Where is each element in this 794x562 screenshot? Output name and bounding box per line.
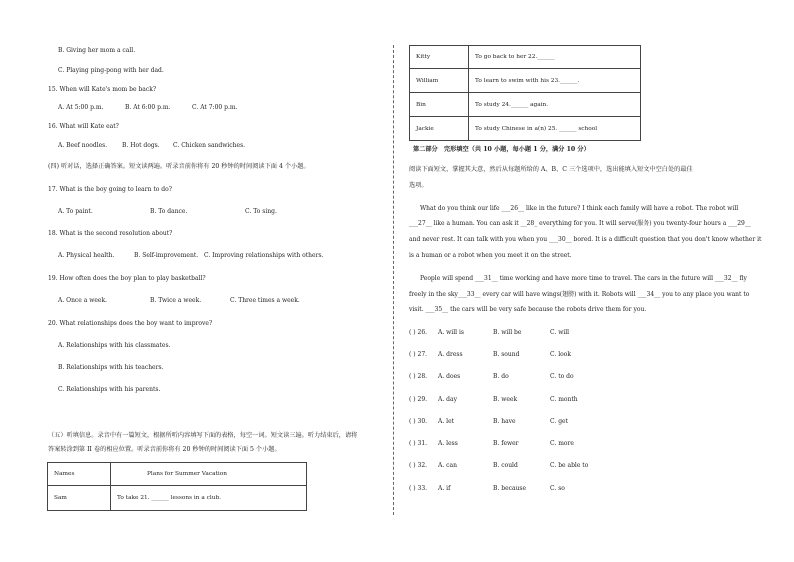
- choice-number: ( ) 28.: [409, 373, 428, 380]
- choice-option-a[interactable]: A. does: [438, 373, 461, 380]
- vacation-plans-table-left: [47, 462, 307, 511]
- q17-option-b: B. To dance.: [150, 208, 188, 215]
- question-16: 16. What will Kate eat?: [48, 123, 119, 130]
- q19-option-b: B. Twice a week.: [150, 297, 202, 304]
- table-cell-plan: To take 21. ______ lessons in a club.: [111, 486, 307, 511]
- choice-option-b[interactable]: B. sound: [493, 351, 520, 358]
- question-19: 19. How often does the boy plan to play basketball?: [48, 275, 206, 282]
- question-18: 18. What is the second resolution about?: [48, 230, 173, 237]
- q16-option-a: A. Beef noodles.: [58, 142, 108, 149]
- choice-option-a[interactable]: A. let: [438, 418, 455, 425]
- section-4-heading: (四) 听对话，选择正确答案。短文读两遍。听录音前你将有 20 秒钟的时间阅读下面 4 个小题。: [48, 163, 310, 170]
- choice-option-c[interactable]: C. be able to: [550, 462, 589, 469]
- instructions-line1: 阅读下面短文，掌握其大意，然后从每题所给的 A、B、C 三个选项中，选出能填入短文中空白处的最佳: [409, 166, 693, 173]
- q15-option-a: A. At 5:00 p.m.: [58, 104, 104, 111]
- question-15: 15. When will Kate's mom be back?: [48, 86, 157, 93]
- q19-option-a: A. Once a week.: [58, 297, 108, 304]
- q16-option-b: B. Hot dogs.: [122, 142, 160, 149]
- passage-line: visit. ___35__ the cars will be very safe because the robots drive them for you.: [409, 306, 647, 313]
- choice-number: ( ) 29.: [409, 396, 428, 403]
- q14-option-c: C. Playing ping-pong with her dad.: [58, 67, 164, 74]
- choice-option-a[interactable]: A. dress: [438, 351, 463, 358]
- choice-option-b[interactable]: B. fewer: [493, 440, 519, 447]
- table-cell-name: Kitty: [410, 46, 469, 69]
- table-cell-plan: To go back to her 22.______: [469, 46, 641, 69]
- choice-number: ( ) 33.: [409, 485, 428, 492]
- column-divider: [393, 45, 394, 515]
- passage-line: freely in the sky___33__ every car will have wings(翅膀) with it. Robots will ___34__ you to any place you want to: [409, 291, 750, 298]
- table-cell-name: Sam: [48, 486, 111, 511]
- table-cell-plan: To study Chinese in a(n) 25. ______ school: [469, 117, 641, 141]
- q20-option-b: B. Relationships with his teachers.: [58, 364, 164, 371]
- choice-number: ( ) 32.: [409, 462, 428, 469]
- choice-option-a[interactable]: A. less: [438, 440, 458, 447]
- q17-option-c: C. To sing.: [245, 208, 277, 215]
- table-header-plans: Plans for Summer Vacation: [111, 463, 307, 486]
- choice-option-b[interactable]: B. could: [493, 462, 518, 469]
- table-cell-name: Jackie: [410, 117, 469, 141]
- choice-option-c[interactable]: C. get: [550, 418, 568, 425]
- choice-number: ( ) 26.: [409, 329, 428, 336]
- q18-option-b: B. Self-improvement.: [134, 252, 199, 259]
- part-2-title: 第二部分 完形填空（共 10 小题，每小题 1 分，满分 10 分）: [413, 146, 590, 153]
- passage-line: and never rest. It can talk with you when you ___30__ bored. It is a difficult question that you don't know whether it: [409, 236, 762, 243]
- q16-option-c: C. Chicken sandwiches.: [173, 142, 246, 149]
- passage-line: People will spend ___31__ time working and have more time to travel. The cars in the future will ___32__ fly: [420, 275, 747, 282]
- choice-number: ( ) 30.: [409, 418, 428, 425]
- choice-option-c[interactable]: C. to do: [550, 373, 574, 380]
- q15-option-b: B. At 6:00 p.m.: [125, 104, 171, 111]
- q15-option-c: C. At 7:00 p.m.: [192, 104, 238, 111]
- choice-option-a[interactable]: A. if: [438, 485, 451, 492]
- choice-option-c[interactable]: C. so: [550, 485, 565, 492]
- choice-number: ( ) 27.: [409, 351, 428, 358]
- q18-option-c: C. Improving relationships with others.: [204, 252, 324, 259]
- q20-option-c: C. Relationships with his parents.: [58, 386, 161, 393]
- choice-option-c[interactable]: C. will: [550, 329, 570, 336]
- passage-line: ___27__ like a human. You can ask it __28_ everything for you. It will serve(服务) you twenty-four hours a ___29__: [409, 220, 751, 227]
- table-cell-name: Bin: [410, 93, 469, 117]
- choice-option-b[interactable]: B. do: [493, 373, 509, 380]
- choice-option-c[interactable]: C. more: [550, 440, 574, 447]
- section-5-heading-line2: 答案转涂到第 II 卷的相应位置。听录音前你将有 20 秒钟的时间阅读下面 5 个小题。: [48, 446, 281, 453]
- choice-option-c[interactable]: C. look: [550, 351, 571, 358]
- choice-number: ( ) 31.: [409, 440, 428, 447]
- question-17: 17. What is the boy going to learn to do?: [48, 186, 172, 193]
- table-cell-plan: To learn to swim with his 23.______.: [469, 69, 641, 93]
- choice-option-c[interactable]: C. month: [550, 396, 578, 403]
- question-20: 20. What relationships does the boy want to improve?: [48, 320, 213, 327]
- instructions-line2: 选项。: [409, 182, 428, 189]
- choice-option-a[interactable]: A. can: [438, 462, 457, 469]
- section-5-heading-line1: （五）听填信息。录音中有一篇短文，根据所听内容填写下面的表格，每空一词。短文读三遍。听力结束后，请将: [48, 432, 358, 439]
- passage-line: is a human or a robot when you meet it on the street.: [409, 252, 572, 259]
- choice-option-b[interactable]: B. week: [493, 396, 518, 403]
- choice-option-b[interactable]: B. will be: [493, 329, 522, 336]
- table-cell-plan: To study 24.______ again.: [469, 93, 641, 117]
- q17-option-a: A. To paint.: [58, 208, 93, 215]
- choice-option-a[interactable]: A. day: [438, 396, 457, 403]
- choice-option-b[interactable]: B. because: [493, 485, 527, 492]
- table-header-names: Names: [48, 463, 111, 486]
- passage-line: What do you think our life ___26__ like in the future? I think each family will have a robot. The robot will: [420, 205, 739, 212]
- q14-option-b: B. Giving her mom a call.: [58, 47, 136, 54]
- vacation-plans-table-right: [409, 45, 641, 141]
- table-cell-name: William: [410, 69, 469, 93]
- q19-option-c: C. Three times a week.: [230, 297, 300, 304]
- q20-option-a: A. Relationships with his classmates.: [58, 342, 171, 349]
- choice-option-a[interactable]: A. will is: [438, 329, 464, 336]
- q18-option-a: A. Physical health.: [58, 252, 115, 259]
- choice-option-b[interactable]: B. have: [493, 418, 516, 425]
